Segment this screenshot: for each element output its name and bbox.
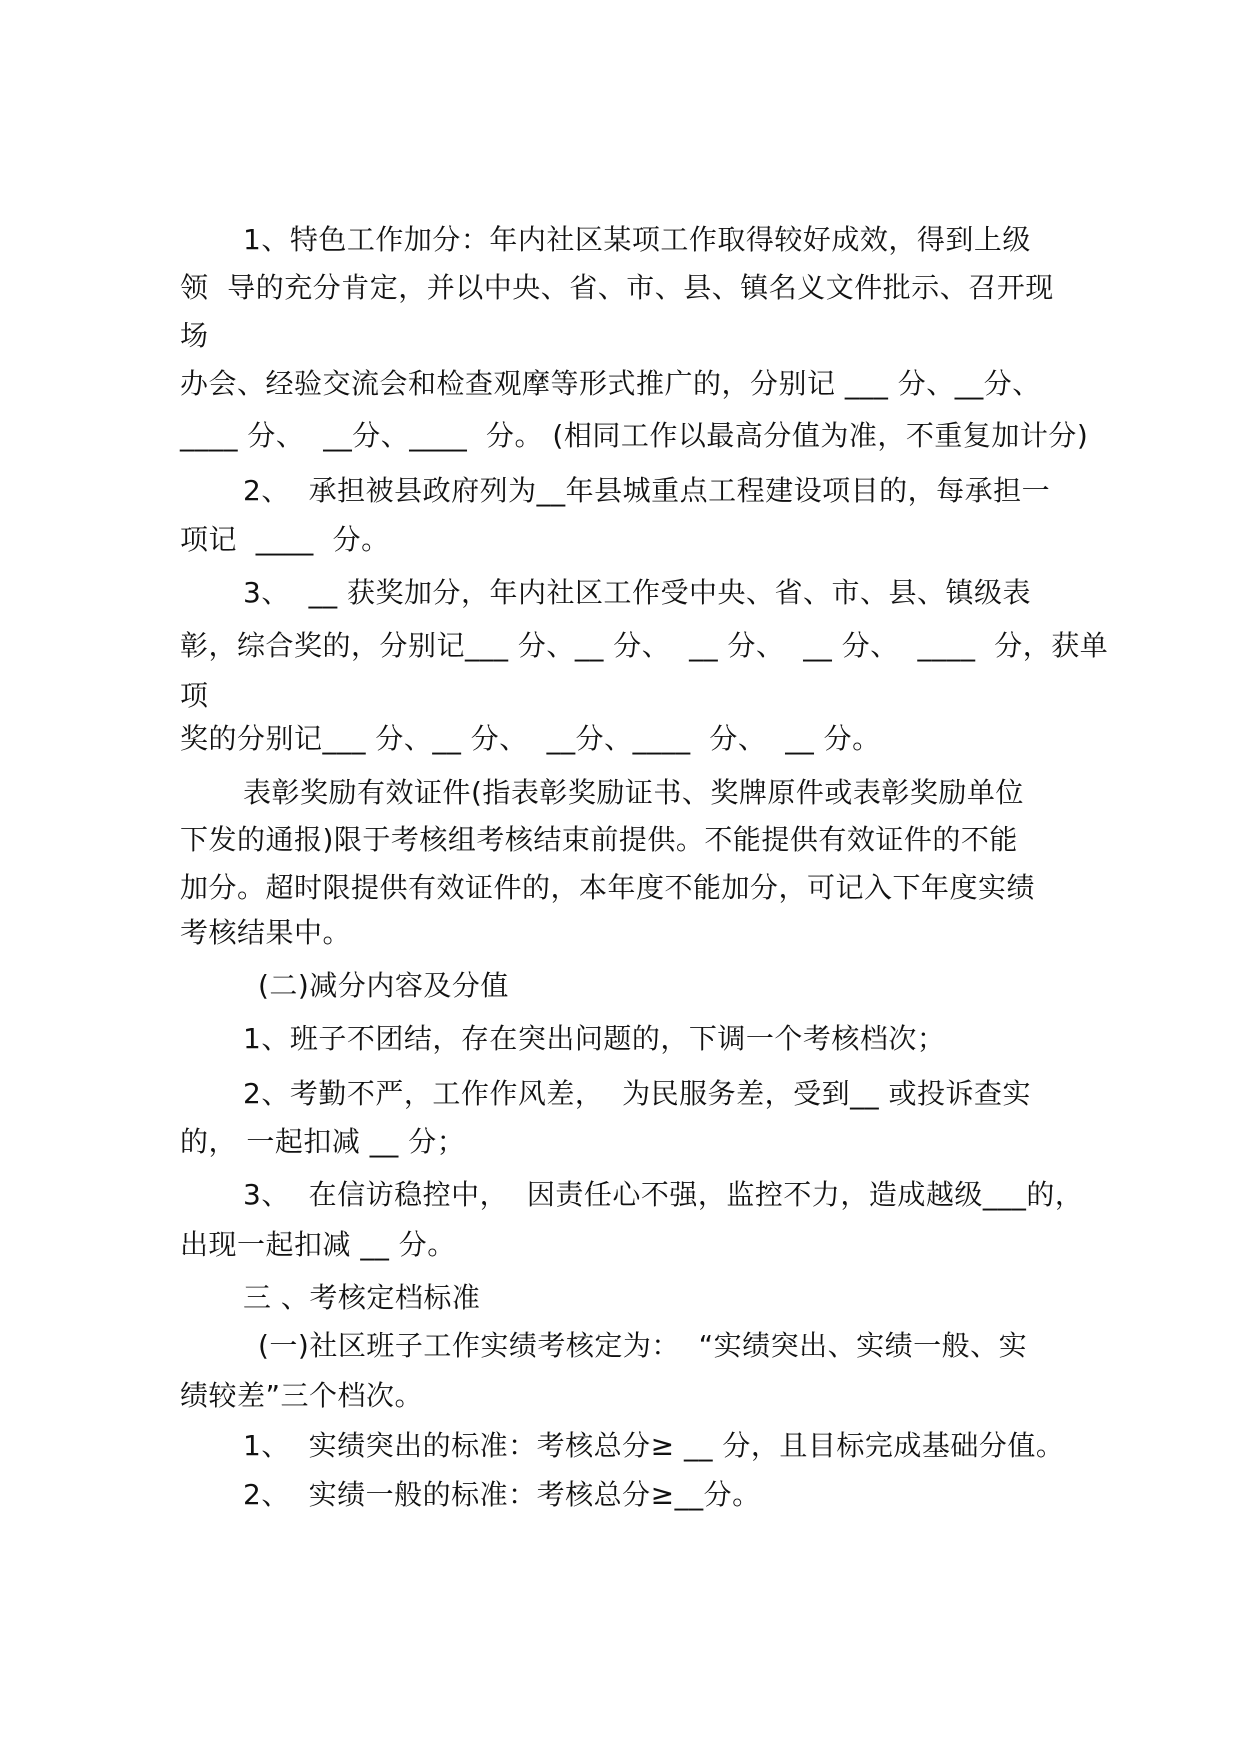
paragraph-line: 2、 实绩一般的标准：考核总分≥__分。 bbox=[243, 1478, 761, 1511]
paragraph-line: 表彰奖励有效证件(指表彰奖励证书、奖牌原件或表彰奖励单位 bbox=[243, 776, 1024, 809]
paragraph-line: 考核结果中。 bbox=[180, 916, 352, 949]
paragraph-line: 彰，综合奖的，分别记___ 分、__ 分、 __ 分、 __ 分、 ____ 分，获单 bbox=[180, 629, 1109, 662]
paragraph-line: 1、特色工作加分：年内社区某项工作取得较好成效，得到上级 bbox=[243, 223, 1031, 256]
paragraph-line: 出现一起扣减 __ 分。 bbox=[180, 1228, 456, 1261]
paragraph-line: 1、班子不团结，存在突出问题的，下调一个考核档次； bbox=[243, 1022, 946, 1055]
paragraph-line: 项记 ____ 分。 bbox=[180, 523, 390, 556]
section-heading: (二)减分内容及分值 bbox=[258, 969, 509, 1002]
paragraph-line: 项 bbox=[180, 679, 209, 712]
paragraph-line: 奖的分别记___ 分、__ 分、 __分、____ 分、 __ 分。 bbox=[180, 722, 881, 755]
paragraph-line: 2、考勤不严，工作作风差， 为民服务差，受到__ 或投诉查实 bbox=[243, 1077, 1032, 1110]
paragraph-line: 加分。超时限提供有效证件的，本年度不能加分，可记入下年度实绩 bbox=[180, 871, 1036, 904]
paragraph-line: 1、 实绩突出的标准：考核总分≥ __ 分，且目标完成基础分值。 bbox=[243, 1429, 1065, 1462]
paragraph-line: 3、 __ 获奖加分，年内社区工作受中央、省、市、县、镇级表 bbox=[243, 576, 1032, 609]
paragraph-line: 下发的通报)限于考核组考核结束前提供。不能提供有效证件的不能 bbox=[180, 823, 1018, 856]
paragraph-line: ____ 分、 __分、____ 分。 (相同工作以最高分值为准，不重复加计分) bbox=[180, 419, 1089, 452]
paragraph-line: (一)社区班子工作实绩考核定为： “实绩突出、实绩一般、实 bbox=[258, 1329, 1028, 1362]
section-heading: 三 、考核定档标准 bbox=[243, 1281, 481, 1314]
paragraph-line: 2、 承担被县政府列为__年县城重点工程建设项目的，每承担一 bbox=[243, 474, 1051, 507]
paragraph-line: 3、 在信访稳控中， 因责任心不强，监控不力，造成越级___的， bbox=[243, 1178, 1084, 1211]
paragraph-line: 的， 一起扣减 __ 分； bbox=[180, 1125, 466, 1158]
paragraph-line: 领 导的充分肯定，并以中央、省、市、县、镇名义文件批示、召开现 bbox=[180, 271, 1054, 304]
paragraph-line: 场 bbox=[180, 319, 209, 352]
paragraph-line: 绩较差”三个档次。 bbox=[180, 1379, 424, 1412]
paragraph-line: 办会、经验交流会和检查观摩等形式推广的，分别记 ___ 分、__分、 bbox=[180, 367, 1041, 400]
